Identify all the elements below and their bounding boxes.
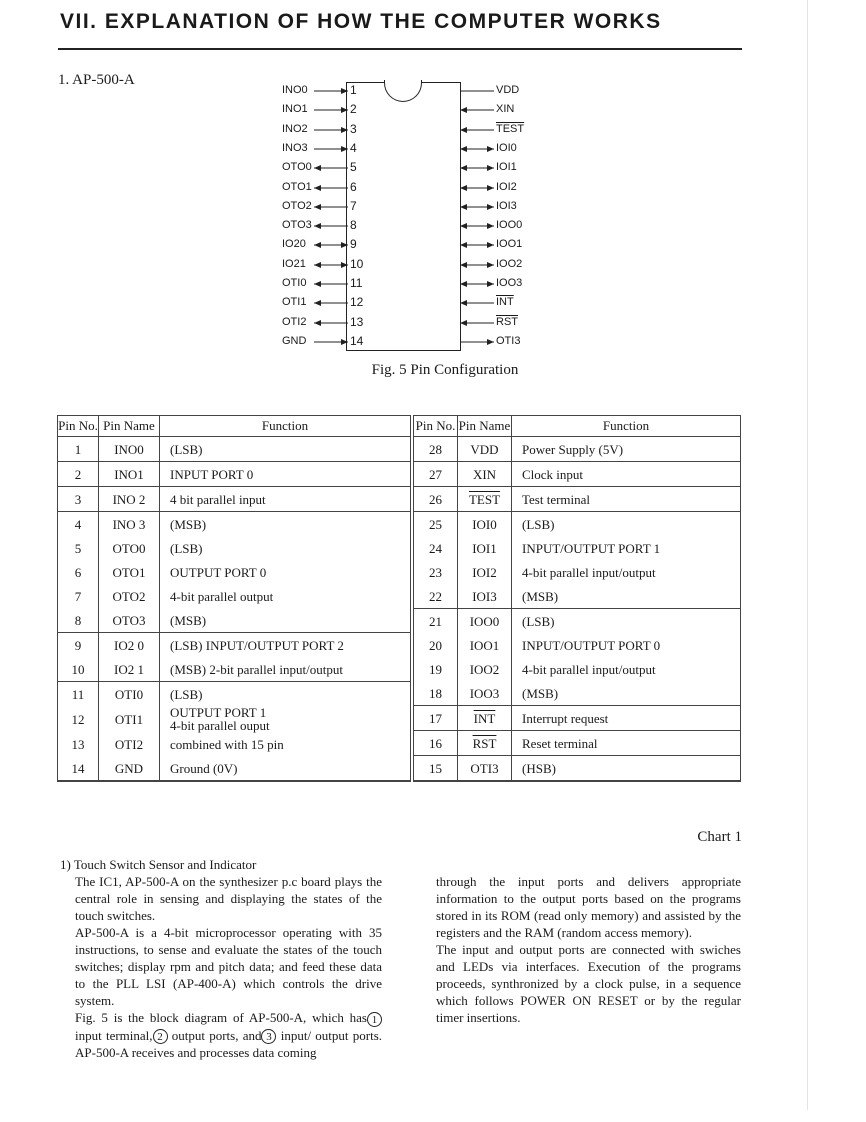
- cell-function: Clock input: [512, 462, 741, 487]
- pin-arrow: [314, 125, 348, 135]
- cell-pin-name: OTI1: [99, 706, 160, 732]
- cell-pin-name: XIN: [458, 462, 512, 487]
- figure-caption-text: Fig. 5 Pin Configuration: [371, 362, 519, 378]
- col-pin-no: Pin No.: [58, 416, 99, 437]
- cell-pin-no: 8: [58, 608, 99, 633]
- pin-arrow: [314, 221, 348, 231]
- pin-number: 5: [350, 160, 357, 175]
- pin-arrow: [460, 202, 494, 212]
- figure-caption: [0, 362, 866, 379]
- cell-pin-no: 19: [414, 657, 458, 681]
- table-row: [414, 706, 741, 731]
- paragraph: The input and output ports are connected with swiches and LEDs via interfaces. Execution of the programs proceeds, synthronized by a clock pulse, in a sequence which follows POWER ON RESET or by the regular timer insertions.: [436, 942, 741, 1025]
- table-row: [58, 732, 411, 756]
- cell-function: (LSB): [512, 609, 741, 634]
- paragraph: through the input ports and delivers appropriate information to the output ports based on the programs stored in its ROM (read only memory) and assisted by the registers and the RAM (random access memory).: [436, 874, 741, 940]
- pin-arrow: [460, 221, 494, 231]
- cell-pin-name: INO1: [99, 462, 160, 487]
- cell-pin-no: 6: [58, 560, 99, 584]
- cell-pin-name: OTI3: [458, 756, 512, 782]
- table-row: [414, 731, 741, 756]
- cell-pin-name: IOO0: [458, 609, 512, 634]
- function-line: OUTPUT PORT 1: [170, 705, 267, 720]
- table-row: [58, 756, 411, 781]
- table-row: [58, 536, 411, 560]
- cell-pin-name: OTO3: [99, 608, 160, 633]
- table-row: [414, 584, 741, 609]
- table-row: [58, 682, 411, 707]
- table-row: [58, 437, 411, 462]
- circled-number: 3: [261, 1029, 276, 1044]
- text-run: Fig. 5 is the block diagram of AP-500-A, which has: [75, 1010, 367, 1025]
- body-column-2: [436, 873, 741, 1026]
- cell-pin-name: GND: [99, 756, 160, 781]
- cell-pin-name: INO 2: [99, 487, 160, 512]
- pin-number: 4: [350, 140, 357, 155]
- pin-label: $\overline{RST}$: [496, 315, 518, 328]
- cell-pin-no: 16: [414, 731, 458, 756]
- circled-number: 2: [153, 1029, 168, 1044]
- cell-pin-no: 12: [58, 706, 99, 732]
- cell-pin-no: 28: [414, 437, 458, 462]
- pin-arrow: [460, 86, 494, 96]
- pin-number: 2: [350, 102, 357, 117]
- cell-pin-no: 27: [414, 462, 458, 487]
- cell-pin-name: IO2 0: [99, 633, 160, 658]
- pin-arrow: [314, 144, 348, 154]
- pin-arrow: [314, 337, 348, 347]
- pin-arrow: [314, 298, 348, 308]
- subsection-title: 1. AP-500-A: [58, 72, 135, 88]
- table-row: [58, 608, 411, 633]
- pin-arrow: [460, 183, 494, 193]
- cell-function: (HSB): [512, 756, 741, 782]
- pin-table-left: [57, 415, 411, 782]
- cell-pin-name: IOI3: [458, 584, 512, 609]
- pin-number: 12: [350, 295, 364, 310]
- pin-arrow: [460, 144, 494, 154]
- pin-label: XIN: [496, 103, 515, 116]
- cell-pin-no: 26: [414, 487, 458, 512]
- cell-pin-no: 22: [414, 584, 458, 609]
- table-row: [58, 657, 411, 682]
- cell-function: 4-bit parallel output: [160, 584, 411, 608]
- cell-pin-no: 24: [414, 536, 458, 560]
- pin-arrow: [460, 318, 494, 328]
- cell-pin-no: 21: [414, 609, 458, 634]
- pin-label: IOO3: [496, 277, 523, 289]
- cell-pin-no: 15: [414, 756, 458, 782]
- col-pin-name: Pin Name: [458, 416, 512, 437]
- col-pin-no: Pin No.: [414, 416, 458, 437]
- pin-label: VDD: [496, 84, 520, 96]
- cell-function: Power Supply (5V): [512, 437, 741, 462]
- pin-arrow: [314, 86, 348, 96]
- pin-arrow: [460, 279, 494, 289]
- cell-function: (MSB): [512, 681, 741, 706]
- paragraph-title: 1) Touch Switch Sensor and Indicator: [60, 857, 257, 872]
- pin-arrow: [460, 298, 494, 308]
- pin-arrow: [314, 202, 348, 212]
- pin-arrow: [460, 260, 494, 270]
- pin-label: INO3: [282, 141, 308, 154]
- pin-label: OTO2: [282, 199, 312, 212]
- cell-function: Interrupt request: [512, 706, 741, 731]
- text-run: output ports, and: [167, 1027, 262, 1043]
- cell-pin-name: IOO1: [458, 633, 512, 657]
- pin-label: IOI2: [496, 180, 517, 193]
- cell-function: 4 bit parallel input: [160, 487, 411, 512]
- pin-label: IOI0: [496, 141, 517, 154]
- section-heading: VII. EXPLANATION OF HOW THE COMPUTER WORKS: [60, 10, 662, 33]
- table-row: [58, 487, 411, 512]
- pin-label: IO21: [282, 257, 306, 270]
- cell-pin-no: 13: [58, 732, 99, 756]
- pin-number: 10: [350, 256, 364, 271]
- pin-label: TEST: [496, 122, 525, 135]
- pin-arrow: [314, 105, 348, 115]
- pin-label: IOO2: [496, 257, 523, 270]
- cell-function: Ground (0V): [160, 756, 411, 781]
- cell-pin-name: OTO1: [99, 560, 160, 584]
- pin-table-right: [413, 415, 741, 782]
- pin-number: 13: [350, 314, 364, 329]
- pin-arrow: [460, 337, 494, 347]
- pin-number: 9: [350, 237, 357, 252]
- pin-arrow: [314, 318, 348, 328]
- cell-pin-no: 25: [414, 512, 458, 537]
- pin-label: OTO3: [282, 219, 312, 232]
- table-row: [58, 512, 411, 537]
- function-line: 4-bit parallel ouput: [170, 718, 270, 733]
- cell-pin-no: 20: [414, 633, 458, 657]
- cell-pin-no: 3: [58, 487, 99, 512]
- cell-pin-name: OTI0: [99, 682, 160, 707]
- pin-label: IOO1: [496, 238, 523, 251]
- table-row: [414, 681, 741, 706]
- cell-pin-name: OTO2: [99, 584, 160, 608]
- pin-number: 14: [350, 333, 364, 348]
- paragraph: AP-500-A is a 4-bit microprocessor operating with 35 instructions, to sense and evaluate the states of the touch switches; display rpm and pitch data; and feed these data to the PLL LSI (AP-400-A) which controls the drive system.: [75, 925, 382, 1008]
- cell-pin-name: IO2 1: [99, 657, 160, 682]
- pin-number: 1: [350, 83, 357, 97]
- cell-function: (MSB) 2-bit parallel input/output: [160, 657, 411, 682]
- table-row: [414, 633, 741, 657]
- pin-label: GND: [282, 334, 307, 347]
- pin-arrow: [314, 163, 348, 173]
- table-row: [414, 437, 741, 462]
- cell-function: (LSB): [512, 512, 741, 537]
- cell-function: 4-bit parallel input/output: [512, 560, 741, 584]
- cell-function: (MSB): [512, 584, 741, 609]
- cell-pin-no: 5: [58, 536, 99, 560]
- pin-arrow: [314, 260, 348, 270]
- table-row: [414, 609, 741, 634]
- cell-pin-no: 18: [414, 681, 458, 706]
- cell-function: OUTPUT PORT 0: [160, 560, 411, 584]
- cell-function: INPUT/OUTPUT PORT 0: [512, 633, 741, 657]
- table-row: [58, 633, 411, 658]
- cell-function: [160, 706, 411, 732]
- pin-label: OTI0: [282, 277, 307, 289]
- cell-pin-no: 23: [414, 560, 458, 584]
- cell-pin-no: 1: [58, 437, 99, 462]
- page-edge-line: [807, 0, 808, 1110]
- pin-label: INO0: [282, 84, 308, 96]
- pin-arrow: [314, 240, 348, 250]
- paragraph: [75, 1009, 382, 1061]
- pin-label: IOO0: [496, 219, 523, 232]
- pin-label: OTI3: [496, 334, 521, 347]
- cell-function: (MSB): [160, 608, 411, 633]
- table-row: [414, 756, 741, 782]
- cell-pin-name: $\overline{RST}$: [458, 731, 512, 756]
- cell-pin-name: OTI2: [99, 732, 160, 756]
- pin-number: 7: [350, 198, 357, 213]
- cell-pin-no: 11: [58, 682, 99, 707]
- pin-label: $\overline{INT}$: [496, 296, 514, 309]
- table-row: [414, 462, 741, 487]
- cell-pin-name: VDD: [458, 437, 512, 462]
- chart-label: Chart 1: [697, 829, 742, 845]
- cell-function: (LSB) INPUT/OUTPUT PORT 2: [160, 633, 411, 658]
- cell-pin-name: TEST: [458, 487, 512, 512]
- cell-pin-no: 2: [58, 462, 99, 487]
- cell-function: INPUT/OUTPUT PORT 1: [512, 536, 741, 560]
- pin-label: IO20: [282, 238, 306, 251]
- cell-function: (LSB): [160, 682, 411, 707]
- cell-function: (MSB): [160, 512, 411, 537]
- pin-label: INO2: [282, 122, 308, 135]
- pin-label: IOI1: [496, 161, 517, 174]
- pin-label: OTO0: [282, 161, 312, 174]
- pin-arrow: [314, 279, 348, 289]
- table-row: [414, 512, 741, 537]
- pin-number: 8: [350, 218, 357, 233]
- cell-function: Test terminal: [512, 487, 741, 512]
- cell-pin-name: IOI1: [458, 536, 512, 560]
- cell-pin-name: INO0: [99, 437, 160, 462]
- pin-number: 11: [350, 276, 363, 290]
- cell-function: (LSB): [160, 536, 411, 560]
- cell-pin-name: IOO2: [458, 657, 512, 681]
- cell-pin-no: 4: [58, 512, 99, 537]
- cell-pin-no: 14: [58, 756, 99, 781]
- cell-function: INPUT PORT 0: [160, 462, 411, 487]
- pin-arrow: [460, 163, 494, 173]
- cell-pin-name: INO 3: [99, 512, 160, 537]
- cell-function: 4-bit parallel input/output: [512, 657, 741, 681]
- table-row: [58, 584, 411, 608]
- cell-function: Reset terminal: [512, 731, 741, 756]
- pin-label: OTO1: [282, 180, 312, 193]
- cell-pin-no: 9: [58, 633, 99, 658]
- table-row: [414, 487, 741, 512]
- text-run: input terminal,: [75, 1027, 153, 1043]
- pin-arrow: [460, 105, 494, 115]
- pin-label: IOI3: [496, 199, 517, 212]
- ic-package-outline: [346, 82, 461, 351]
- table-row: [414, 657, 741, 681]
- body-column-1: [60, 856, 382, 1061]
- col-function: Function: [160, 416, 411, 437]
- table-row: [58, 706, 411, 732]
- cell-pin-name: IOI0: [458, 512, 512, 537]
- table-row: [58, 560, 411, 584]
- pin-label: OTI2: [282, 315, 307, 328]
- cell-function: (LSB): [160, 437, 411, 462]
- pin-arrow: [460, 240, 494, 250]
- cell-pin-name: IOO3: [458, 681, 512, 706]
- cell-pin-no: 17: [414, 706, 458, 731]
- pin-number: 3: [350, 121, 357, 136]
- pin-number: 6: [350, 179, 357, 194]
- paragraph: The IC1, AP-500-A on the synthesizer p.c board plays the central role in sensing and displaying the states of the touch switches.: [75, 874, 382, 923]
- text-run: input/ output ports. AP-500-A receives and processes data coming: [75, 1027, 382, 1061]
- col-function: Function: [512, 416, 741, 437]
- pin-label: OTI1: [282, 296, 307, 309]
- table-row: [58, 462, 411, 487]
- heading-rule: [58, 48, 742, 50]
- table-row: [414, 536, 741, 560]
- cell-pin-name: OTO0: [99, 536, 160, 560]
- pin-arrow: [460, 125, 494, 135]
- col-pin-name: Pin Name: [99, 416, 160, 437]
- cell-pin-no: 10: [58, 657, 99, 682]
- pin-label: INO1: [282, 103, 308, 116]
- cell-pin-name: $\overline{INT}$: [458, 706, 512, 731]
- table-row: [414, 560, 741, 584]
- circled-number: 1: [367, 1012, 382, 1027]
- pin-arrow: [314, 183, 348, 193]
- cell-function: combined with 15 pin: [160, 732, 411, 756]
- cell-pin-no: 7: [58, 584, 99, 608]
- cell-pin-name: IOI2: [458, 560, 512, 584]
